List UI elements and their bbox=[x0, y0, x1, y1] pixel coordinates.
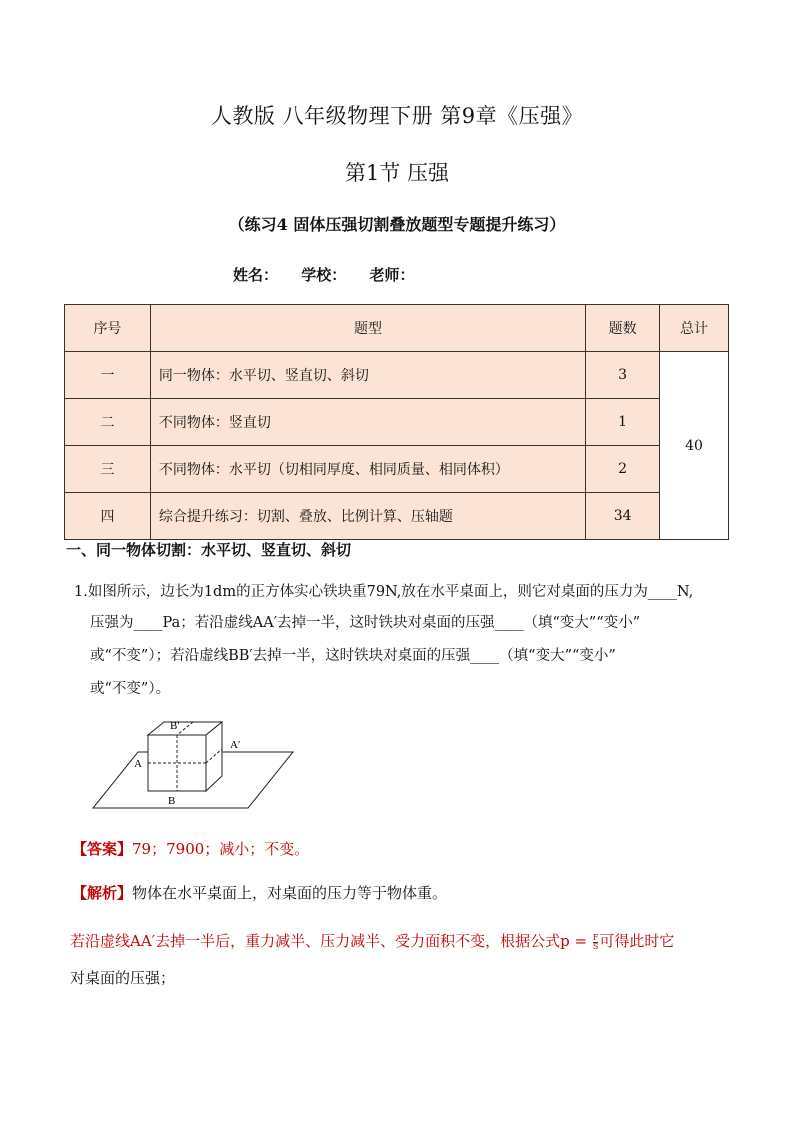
table-header-row bbox=[65, 305, 729, 352]
header-type: 题型 bbox=[150, 305, 585, 352]
answer-tag: 【答案】 bbox=[72, 840, 133, 858]
row-index: 四 bbox=[65, 493, 151, 540]
table-row bbox=[65, 446, 729, 493]
label-b-top: B′ bbox=[170, 720, 180, 732]
row-type: 不同物体：竖直切 bbox=[150, 399, 585, 446]
exercise-subtitle: （练习4 固体压强切割叠放题型专题提升练习） bbox=[228, 215, 566, 234]
answer-text: 79；7900；减小；不变。 bbox=[132, 840, 310, 858]
answer-line bbox=[72, 838, 309, 859]
row-type: 综合提升练习：切割、叠放、比例计算、压轴题 bbox=[150, 493, 585, 540]
analysis-post: 可得此时它 bbox=[599, 932, 675, 950]
row-count: 1 bbox=[586, 399, 660, 446]
analysis-tag: 【解析】 bbox=[72, 884, 133, 902]
row-count: 2 bbox=[586, 446, 660, 493]
cube-on-table-figure bbox=[88, 718, 298, 814]
section-heading: 一、同一物体切割：水平切、竖直切、斜切 bbox=[66, 541, 352, 559]
analysis-text: 物体在水平桌面上，对桌面的压力等于物体重。 bbox=[132, 884, 448, 902]
row-index: 一 bbox=[65, 352, 151, 399]
question-line: 压强为____Pa；若沿虚线AA′去掉一半，这时铁块对桌面的压强____（填“变大”“变小” bbox=[90, 615, 641, 631]
row-count: 34 bbox=[586, 493, 660, 540]
table-row bbox=[65, 493, 729, 540]
section-title: 第1节 压强 bbox=[344, 161, 450, 185]
label-b-bottom: B bbox=[168, 795, 176, 807]
question-summary-table bbox=[64, 304, 729, 540]
document-title: 人教版 八年级物理下册 第9章《压强》 bbox=[210, 104, 584, 128]
row-index: 二 bbox=[65, 399, 151, 446]
analysis-pre: 若沿虚线AA′去掉一半后，重力减半、压力减半、受力面积不变，根据公式p = bbox=[70, 932, 592, 950]
row-index: 三 bbox=[65, 446, 151, 493]
row-type: 同一物体：水平切、竖直切、斜切 bbox=[150, 352, 585, 399]
header-index: 序号 bbox=[65, 305, 151, 352]
analysis-continuation: 对桌面的压强； bbox=[70, 969, 176, 987]
teacher-label: 老师： bbox=[369, 266, 415, 284]
label-a-right: A′ bbox=[230, 739, 241, 751]
school-label: 学校： bbox=[301, 266, 347, 284]
header-count: 题数 bbox=[586, 305, 660, 352]
fraction-numerator: F bbox=[592, 932, 599, 942]
row-count: 3 bbox=[586, 352, 660, 399]
question-line: 1.如图所示，边长为1dm的正方体实心铁块重79N,放在水平桌面上，则它对桌面的压力为____N, bbox=[74, 584, 694, 600]
table-row bbox=[65, 399, 729, 446]
header-total: 总计 bbox=[660, 305, 729, 352]
question-line: 或“不变”）；若沿虚线BB′去掉一半，这时铁块对桌面的压强____（填“变大”“变小” bbox=[90, 648, 616, 664]
label-a-left: A bbox=[134, 758, 142, 770]
formula-fraction bbox=[593, 934, 599, 951]
table-row bbox=[65, 352, 729, 399]
analysis-formula-line bbox=[70, 930, 674, 951]
question-line: 或“不变”）。 bbox=[90, 681, 171, 697]
fraction-denominator: S bbox=[592, 941, 599, 951]
student-meta bbox=[233, 264, 433, 285]
row-type: 不同物体：水平切（切相同厚度、相同质量、相同体积） bbox=[150, 446, 585, 493]
total-value: 40 bbox=[660, 352, 729, 540]
analysis-line bbox=[72, 882, 447, 903]
name-label: 姓名： bbox=[233, 266, 279, 284]
